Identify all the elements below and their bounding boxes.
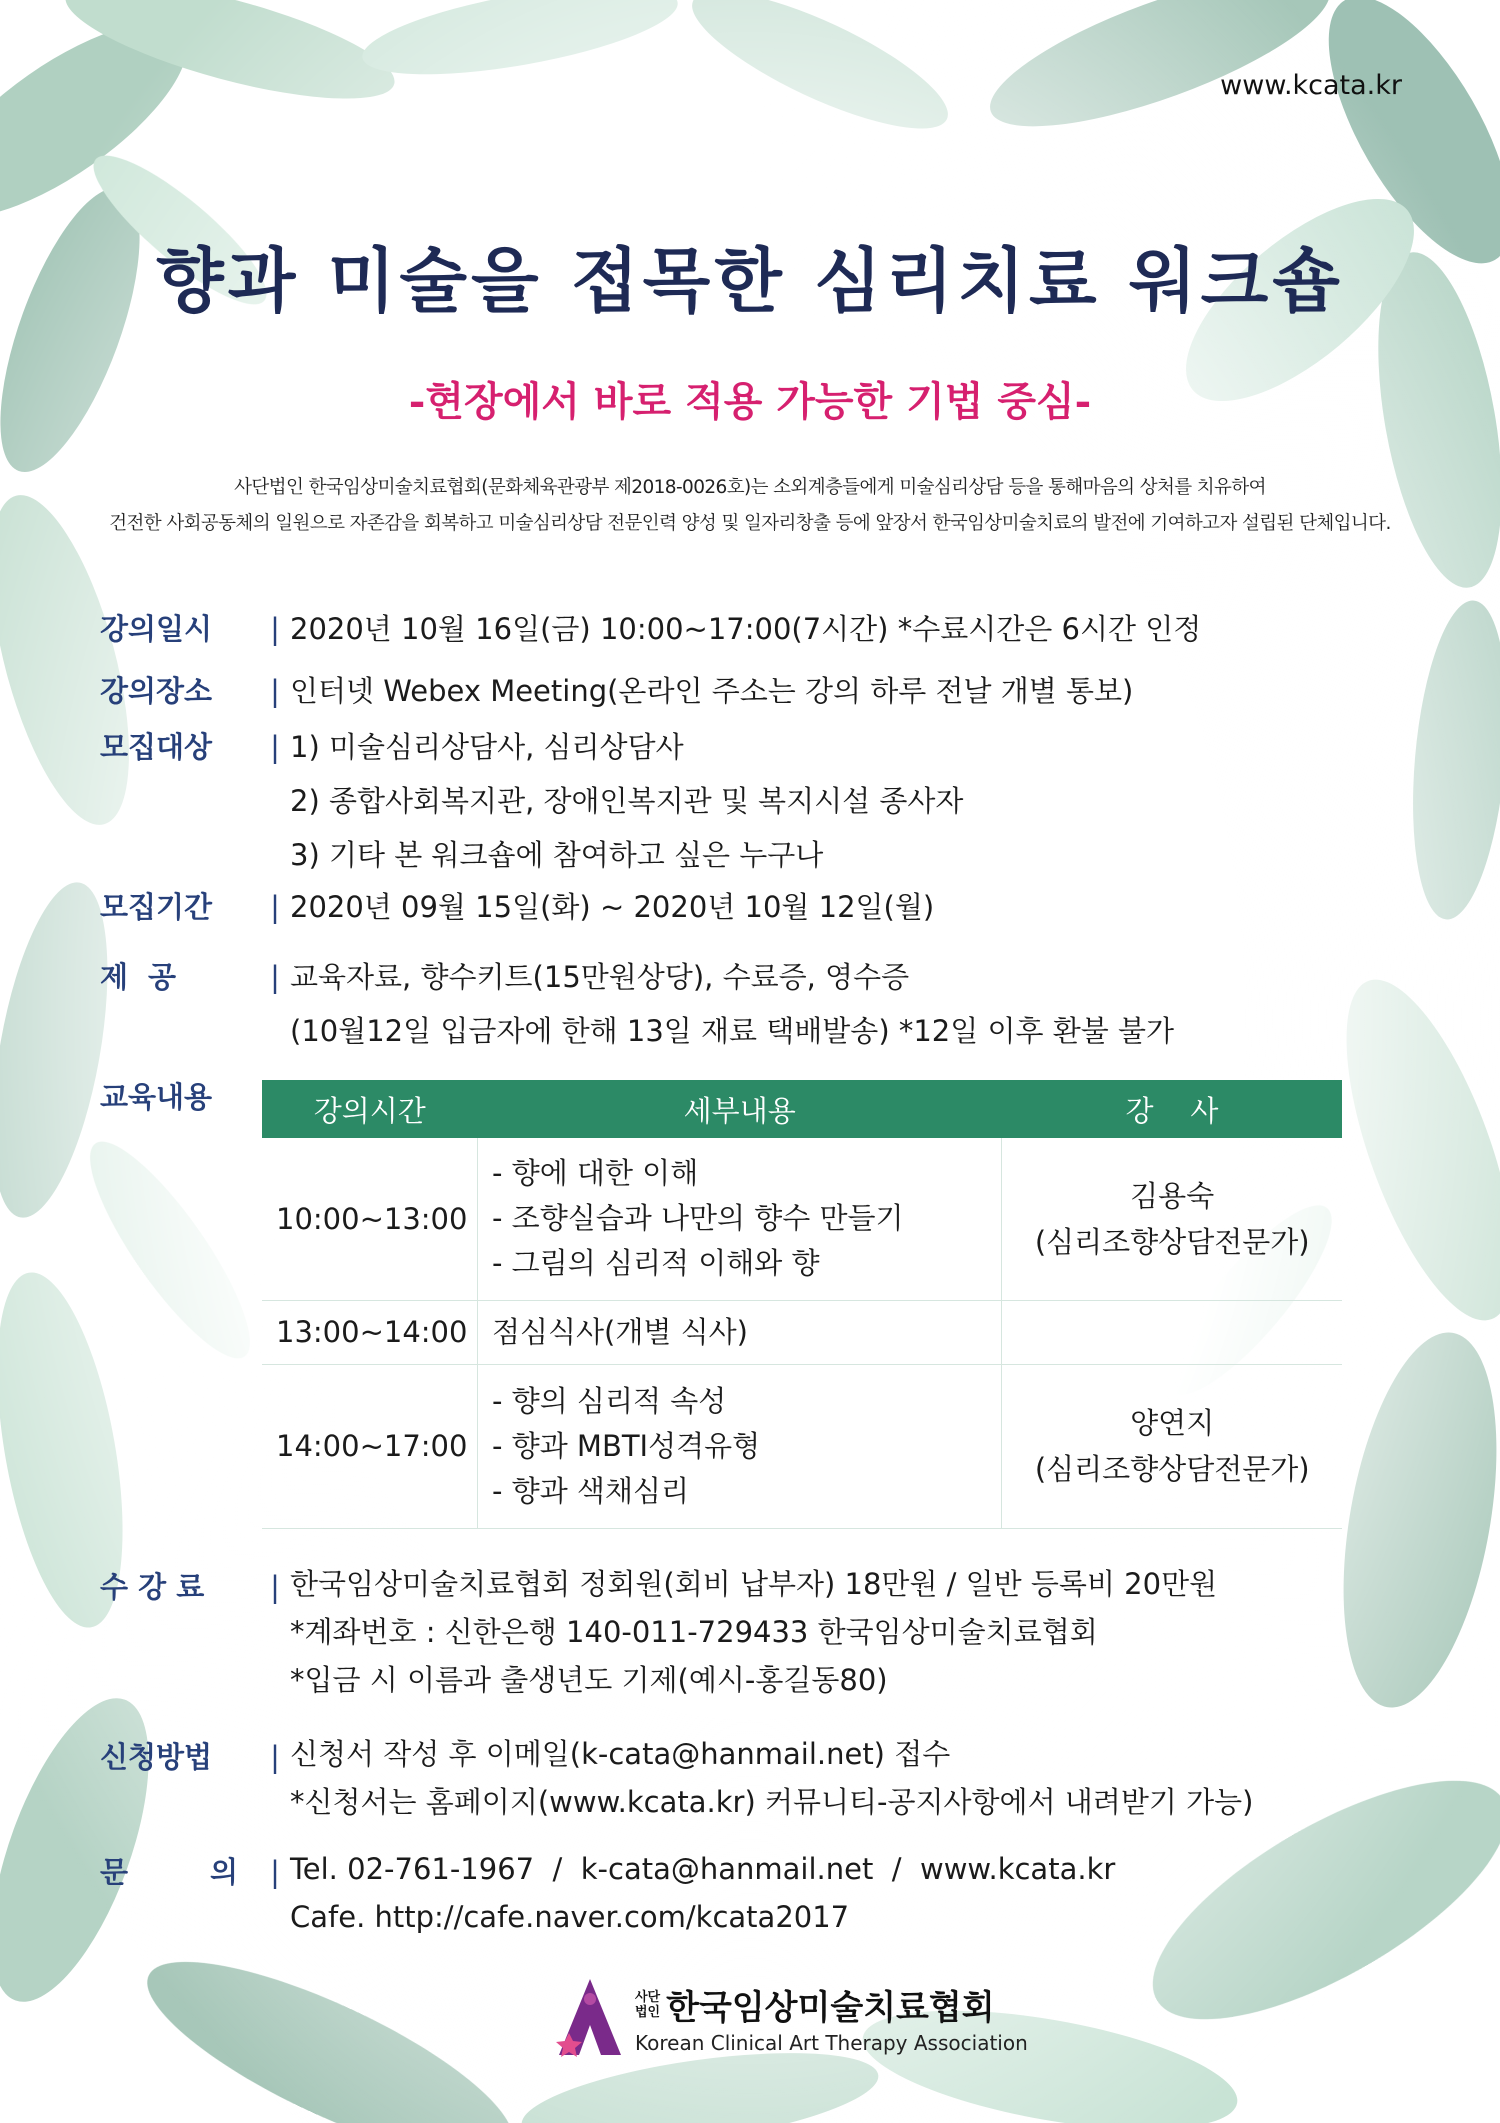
separator: | (270, 674, 280, 708)
info-row-fee (100, 1560, 1430, 1704)
info-row-contact (100, 1845, 1430, 1941)
separator: | (270, 1570, 280, 1604)
cell-details: - 향에 대한 이해 - 조향실습과 나만의 향수 만들기 - 그림의 심리적 이해와 향 (478, 1138, 1002, 1300)
separator: | (270, 1740, 280, 1774)
intro-text (80, 470, 1420, 542)
separator: | (270, 730, 280, 764)
cell-details: 점심식사(개별 식사) (478, 1300, 1002, 1364)
info-value: 2020년 09월 15일(화) ~ 2020년 10월 12일(월) (290, 890, 935, 924)
cell-instructor (1002, 1300, 1342, 1364)
info-label: 문 의 (100, 1855, 239, 1889)
table-row (262, 1364, 1342, 1528)
logo-mark-icon (555, 1975, 625, 2060)
info-value: Cafe. http://cafe.naver.com/kcata2017 (290, 1900, 850, 1934)
info-row-date (100, 602, 1430, 656)
info-value: Tel. 02-761-1967 / k-cata@hanmail.net / www.kcata.kr (290, 1852, 1116, 1886)
info-value: 2020년 10월 16일(금) 10:00~17:00(7시간) *수료시간은 6시간 인정 (290, 612, 1202, 646)
info-label: 모집대상 (100, 730, 213, 764)
info-label: 수 강 료 (100, 1570, 205, 1604)
info-label: 제 공 (100, 960, 177, 994)
info-value: *입금 시 이름과 출생년도 기제(예시-홍길동80) (290, 1663, 888, 1697)
info-value: 2) 종합사회복지관, 장애인복지관 및 복지시설 종사자 (290, 784, 964, 818)
cell-instructor: 양연지 (심리조향상담전문가) (1002, 1364, 1342, 1528)
cell-time: 13:00~14:00 (262, 1300, 478, 1364)
association-logo (555, 1975, 1028, 2060)
logo-name-ko: 한국임상미술치료협회 (666, 1988, 995, 2028)
column-header-instructor: 강 사 (1002, 1080, 1342, 1138)
info-value: 한국임상미술치료협회 정회원(회비 납부자) 18만원 / 일반 등록비 20만원 (290, 1567, 1218, 1601)
logo-small-2: 법인 (635, 2004, 661, 2020)
info-row-apply (100, 1730, 1430, 1826)
separator: | (270, 960, 280, 994)
website-url: www.kcata.kr (1220, 70, 1402, 101)
intro-line-2: 건전한 사회공동체의 일원으로 자존감을 회복하고 미술심리상담 전문인력 양성 및 일자리창출 등에 앞장서 한국임상미술치료의 발전에 기여하고자 설립된 단체입니다. (109, 513, 1391, 534)
info-value: *계좌번호 : 신한은행 140-011-729433 한국임상미술치료협회 (290, 1615, 1098, 1649)
cell-time: 14:00~17:00 (262, 1364, 478, 1528)
info-label: 강의장소 (100, 674, 213, 708)
info-label: 강의일시 (100, 612, 213, 646)
info-value: 3) 기타 본 워크숍에 참여하고 싶은 누구나 (290, 838, 824, 872)
schedule-table (262, 1080, 1342, 1529)
info-row-target (100, 720, 1430, 882)
separator: | (270, 890, 280, 924)
intro-line-1: 사단법인 한국임상미술치료협회(문화체육관광부 제2018-0026호)는 소외계층들에게 미술심리상담 등을 통해마음의 상처를 치유하여 (234, 477, 1266, 498)
table-row (262, 1138, 1342, 1300)
info-row-provide (100, 950, 1430, 1058)
cell-details: - 향의 심리적 속성 - 향과 MBTI성격유형 - 향과 색채심리 (478, 1364, 1002, 1528)
info-value: 신청서 작성 후 이메일(k-cata@hanmail.net) 접수 (290, 1737, 951, 1771)
page-title: 향과 미술을 접목한 심리치료 워크숍 (156, 239, 1344, 322)
info-value: 1) 미술심리상담사, 심리상담사 (290, 730, 684, 764)
info-row-period (100, 880, 1430, 934)
info-value: 교육자료, 향수키트(15만원상당), 수료증, 영수증 (290, 960, 910, 994)
separator: | (270, 612, 280, 646)
cell-instructor: 김용숙 (심리조향상담전문가) (1002, 1138, 1342, 1300)
column-header-time: 강의시간 (262, 1080, 478, 1138)
table-header-row (262, 1080, 1342, 1138)
cell-time: 10:00~13:00 (262, 1138, 478, 1300)
logo-small-1: 사단 (635, 1989, 661, 2005)
info-value: (10월12일 입금자에 한해 13일 재료 택배발송) *12일 이후 환불 불가 (290, 1014, 1175, 1048)
column-header-details: 세부내용 (478, 1080, 1002, 1138)
info-label: 교육내용 (100, 1080, 213, 1114)
info-label: 신청방법 (100, 1740, 213, 1774)
info-value: 인터넷 Webex Meeting(온라인 주소는 강의 하루 전날 개별 통보) (290, 674, 1134, 708)
page-subtitle: -현장에서 바로 적용 가능한 기법 중심- (408, 378, 1092, 425)
table-row (262, 1300, 1342, 1364)
info-label: 모집기간 (100, 890, 213, 924)
info-row-place (100, 664, 1430, 718)
separator: | (270, 1855, 280, 1889)
info-value: *신청서는 홈페이지(www.kcata.kr) 커뮤니티-공지사항에서 내려받기 가능) (290, 1785, 1254, 1819)
logo-name-en: Korean Clinical Art Therapy Association (635, 2031, 1028, 2055)
